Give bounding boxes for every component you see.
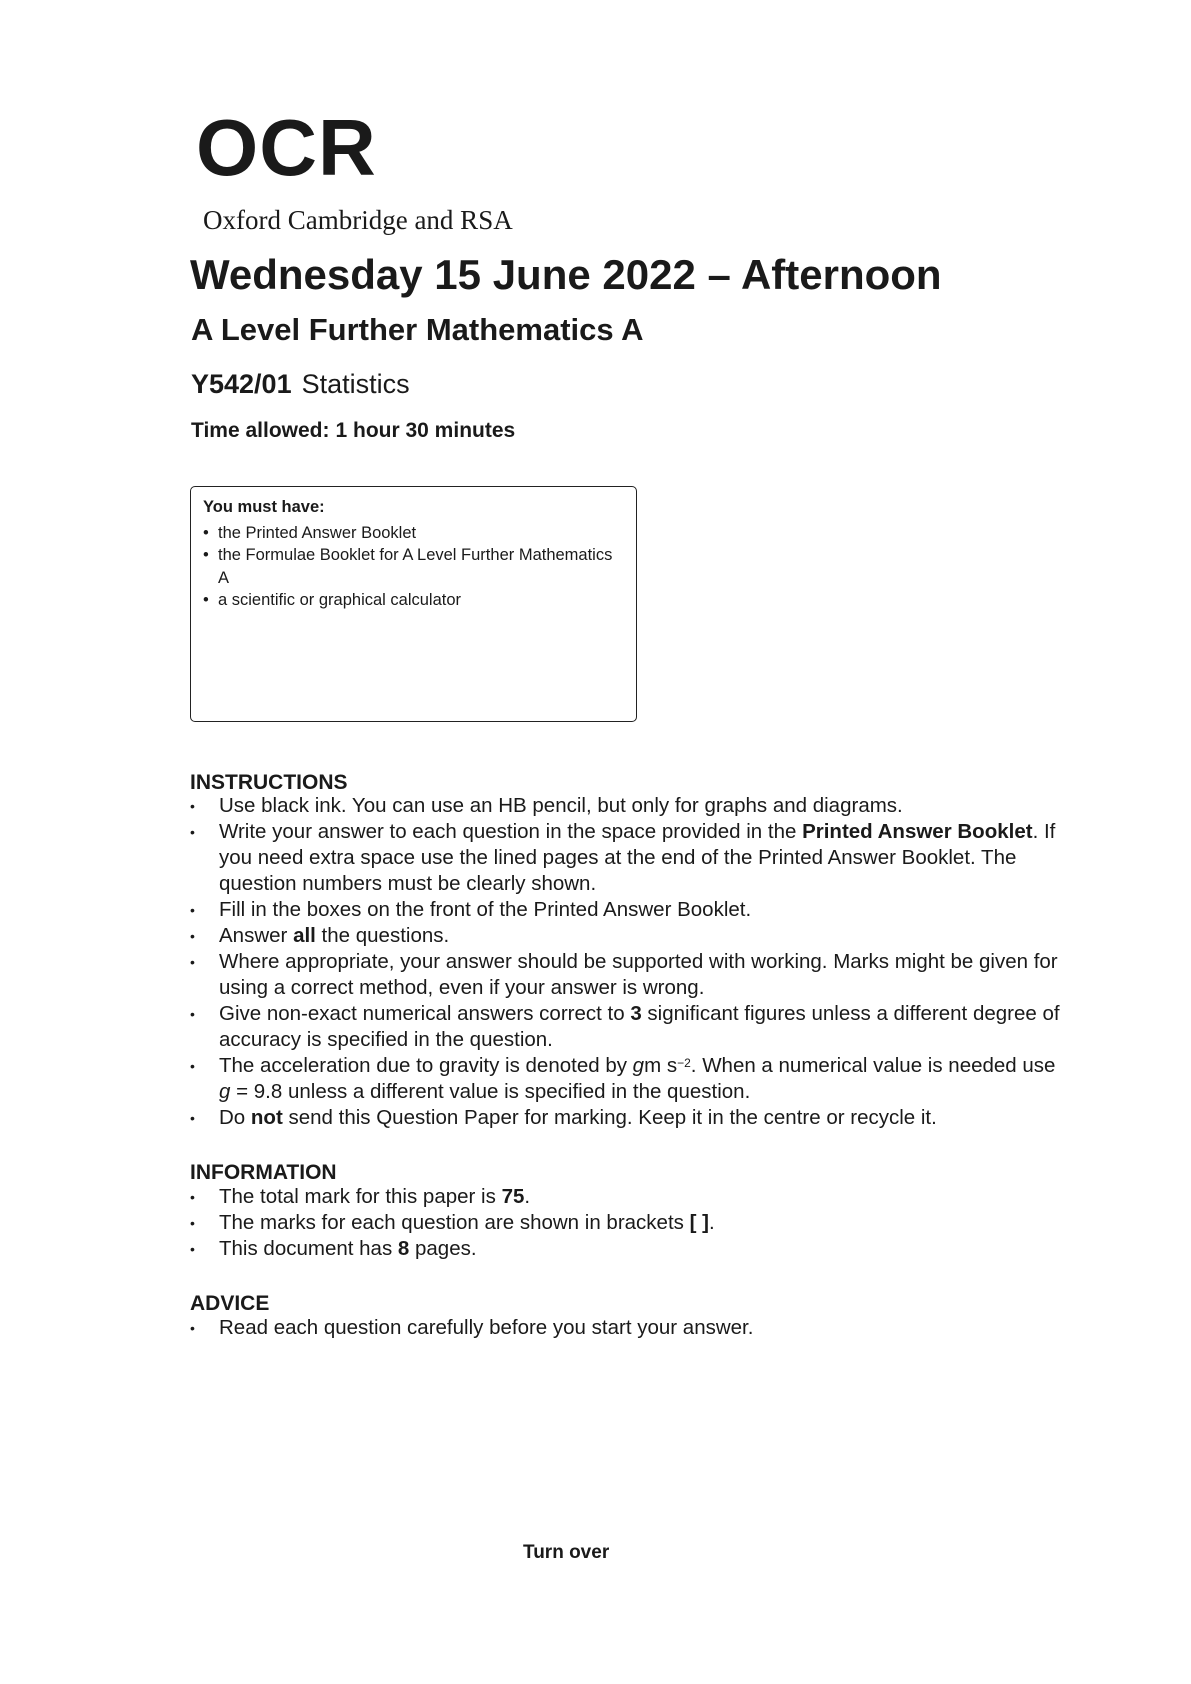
ocr-logo: OCR (196, 103, 377, 192)
exam-date: Wednesday 15 June 2022 – Afternoon (190, 251, 942, 298)
list-item: • Use black ink. You can use an HB pencil, but only for graphs and diagrams. (190, 793, 1070, 819)
list-item: • Where appropriate, your answer should be supported with working. Marks might be given for using a correct method, even if your answer is wrong. (190, 949, 1070, 1001)
information-heading: INFORMATION (190, 1161, 337, 1184)
must-have-heading: You must have: (203, 498, 325, 516)
organisation-name: Oxford Cambridge and RSA (203, 205, 513, 235)
list-item: • The marks for each question are shown in brackets [ ]. (190, 1210, 1070, 1236)
must-have-box (190, 486, 637, 722)
advice-list (190, 1315, 1070, 1341)
list-item: • Do not send this Question Paper for marking. Keep it in the centre or recycle it. (190, 1105, 1070, 1131)
time-allowed (191, 420, 515, 441)
instructions-heading: INSTRUCTIONS (190, 771, 348, 794)
list-item: • This document has 8 pages. (190, 1236, 1070, 1262)
list-item: • Answer all the questions. (190, 923, 1070, 949)
instructions-list (190, 793, 1070, 1131)
list-item: • Write your answer to each question in the space provided in the Printed Answer Booklet. If you need extra space use the lined pages at the end of the Printed Answer Booklet. The question numbers must be clearly shown. (190, 819, 1070, 897)
paper-code: Y542/01 (191, 369, 292, 399)
list-item: • a scientific or graphical calculator (203, 589, 624, 612)
list-item: • the Printed Answer Booklet (203, 522, 624, 545)
list-item: • Read each question carefully before you start your answer. (190, 1315, 1070, 1341)
list-item: • the Formulae Booklet for A Level Further Mathematics A (203, 544, 624, 589)
time-value: 1 hour 30 minutes (335, 419, 516, 442)
paper-code-line (191, 371, 410, 398)
qualification-title: A Level Further Mathematics A (191, 312, 644, 347)
turn-over-label: Turn over (523, 1542, 610, 1563)
list-item: • Fill in the boxes on the front of the Printed Answer Booklet. (190, 897, 1070, 923)
list-item: • The total mark for this paper is 75. (190, 1184, 1070, 1210)
list-item: • The acceleration due to gravity is denoted by gm $s^{-2}$. When a numerical value is needed use g = 9.8 unless a different value is specified in the question. (190, 1053, 1070, 1105)
information-list (190, 1184, 1070, 1262)
list-item: • Give non-exact numerical answers correct to 3 significant figures unless a different degree of accuracy is specified in the question. (190, 1001, 1070, 1053)
paper-title: Statistics (301, 369, 410, 399)
time-label: Time allowed: (191, 419, 330, 442)
advice-heading: ADVICE (190, 1292, 270, 1315)
must-have-list (203, 522, 624, 612)
